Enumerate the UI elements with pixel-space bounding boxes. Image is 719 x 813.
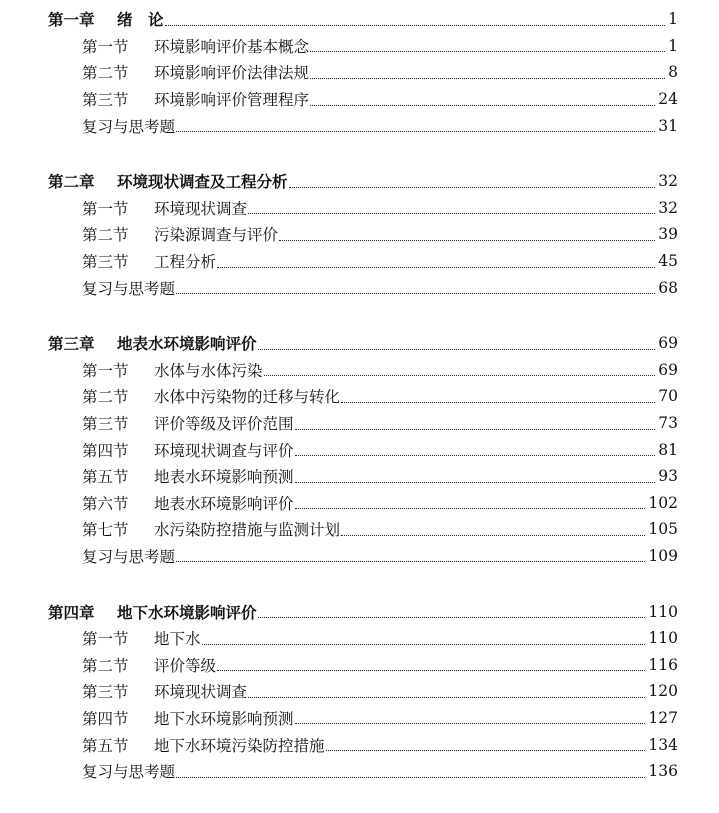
- dot-leader: [217, 267, 655, 268]
- section-number: 第一节: [82, 37, 129, 56]
- section-title: 评价等级: [154, 656, 217, 675]
- section-number: 第五节: [82, 468, 129, 487]
- section-number: 第三节: [82, 683, 129, 702]
- dot-leader: [258, 617, 646, 618]
- dot-leader: [295, 482, 656, 483]
- page-number: 93: [658, 467, 678, 486]
- chapter-entry[interactable]: [0, 6, 719, 33]
- section-entry[interactable]: [0, 678, 719, 705]
- chapter-title: 环境现状调查及工程分析: [117, 172, 288, 192]
- section-number: 第五节: [82, 736, 129, 755]
- page-number: 110: [648, 629, 678, 648]
- chapter-block: [0, 598, 719, 784]
- dot-leader: [326, 750, 646, 751]
- dot-leader: [295, 508, 646, 509]
- section-entry[interactable]: [0, 463, 719, 490]
- section-title: 环境现状调查: [154, 683, 248, 702]
- section-entry[interactable]: [0, 651, 719, 678]
- page-number: 68: [658, 278, 678, 297]
- section-title: 地表水环境影响评价: [154, 494, 294, 513]
- section-entry[interactable]: [0, 383, 719, 410]
- chapter-title: 地表水环境影响评价: [117, 334, 257, 354]
- section-title: 环境影响评价法律法规: [154, 64, 310, 83]
- section-title: 地下水: [154, 630, 201, 649]
- section-title: 复习与思考题: [82, 279, 176, 298]
- page-number: 109: [648, 546, 678, 565]
- dot-leader: [295, 455, 656, 456]
- chapter-title: 地下水环境影响评价: [117, 602, 257, 622]
- section-title: 工程分析: [154, 253, 217, 272]
- section-number: 第四节: [82, 709, 129, 728]
- chapter-number: 第一章: [48, 10, 95, 30]
- dot-leader: [310, 78, 665, 79]
- page-number: 69: [658, 360, 678, 379]
- dot-leader: [295, 723, 646, 724]
- review-questions-entry[interactable]: [0, 274, 719, 301]
- section-entry[interactable]: [0, 490, 719, 517]
- dot-leader: [248, 213, 655, 214]
- section-title: 环境现状调查与评价: [154, 441, 294, 460]
- review-questions-entry[interactable]: [0, 112, 719, 139]
- table-of-contents: [0, 6, 719, 813]
- page-number: 1: [668, 36, 678, 55]
- page-number: 81: [658, 440, 678, 459]
- page-number: 45: [658, 252, 678, 271]
- page-number: 70: [658, 387, 678, 406]
- section-entry[interactable]: [0, 410, 719, 437]
- section-number: 第四节: [82, 441, 129, 460]
- dot-leader: [341, 402, 655, 403]
- page-number: 110: [648, 602, 678, 621]
- section-number: 第二节: [82, 388, 129, 407]
- section-entry[interactable]: [0, 705, 719, 732]
- section-number: 第一节: [82, 199, 129, 218]
- page-number: 1: [668, 10, 678, 29]
- page-number: 32: [658, 172, 678, 191]
- section-title: 复习与思考题: [82, 547, 176, 566]
- page-number: 116: [648, 655, 678, 674]
- section-entry[interactable]: [0, 625, 719, 652]
- review-questions-entry[interactable]: [0, 758, 719, 785]
- section-number: 第三节: [82, 91, 129, 110]
- section-number: 第二节: [82, 226, 129, 245]
- section-number: 第六节: [82, 494, 129, 513]
- section-number: 第一节: [82, 630, 129, 649]
- dot-leader: [176, 293, 655, 294]
- page-number: 31: [658, 116, 678, 135]
- page-number: 120: [648, 682, 678, 701]
- chapter-block: [0, 168, 719, 301]
- section-title: 地表水环境影响预测: [154, 468, 294, 487]
- dot-leader: [165, 25, 666, 26]
- page-number: 127: [648, 708, 678, 727]
- section-title: 环境影响评价基本概念: [154, 37, 310, 56]
- section-title: 水污染防控措施与监测计划: [154, 521, 341, 540]
- dot-leader: [176, 777, 645, 778]
- section-number: 第一节: [82, 361, 129, 380]
- section-entry[interactable]: [0, 516, 719, 543]
- dot-leader: [289, 187, 656, 188]
- dot-leader: [176, 561, 645, 562]
- page-number: 69: [658, 334, 678, 353]
- section-number: 第二节: [82, 656, 129, 675]
- section-number: 第三节: [82, 253, 129, 272]
- chapter-block: [0, 330, 719, 569]
- dot-leader: [176, 131, 655, 132]
- section-title: 地下水环境影响预测: [154, 709, 294, 728]
- section-title: 复习与思考题: [82, 117, 176, 136]
- chapter-block: [0, 6, 719, 139]
- section-title: 水体中污染物的迁移与转化: [154, 388, 341, 407]
- chapter-number: 第二章: [48, 172, 95, 192]
- section-title: 水体与水体污染: [154, 361, 263, 380]
- page-number: 32: [658, 198, 678, 217]
- chapter-number: 第三章: [48, 334, 95, 354]
- section-number: 第二节: [82, 64, 129, 83]
- section-title: 环境影响评价管理程序: [154, 91, 310, 110]
- section-title: 评价等级及评价范围: [154, 415, 294, 434]
- section-title: 污染源调查与评价: [154, 226, 279, 245]
- chapter-entry[interactable]: [0, 598, 719, 625]
- dot-leader: [248, 697, 645, 698]
- page-number: 134: [648, 735, 678, 754]
- section-number: 第七节: [82, 521, 129, 540]
- dot-leader: [341, 535, 645, 536]
- dot-leader: [279, 240, 655, 241]
- dot-leader: [310, 51, 665, 52]
- chapter-entry[interactable]: [0, 330, 719, 357]
- section-entry[interactable]: [0, 59, 719, 86]
- section-entry[interactable]: [0, 86, 719, 113]
- dot-leader: [264, 375, 656, 376]
- page-number: 39: [658, 225, 678, 244]
- section-entry[interactable]: [0, 731, 719, 758]
- section-entry[interactable]: [0, 33, 719, 60]
- page-number: 24: [658, 90, 678, 109]
- section-title: 复习与思考题: [82, 763, 176, 782]
- page-number: 102: [648, 493, 678, 512]
- page-number: 73: [658, 414, 678, 433]
- dot-leader: [310, 105, 655, 106]
- section-number: 第三节: [82, 415, 129, 434]
- page-number: 136: [648, 762, 678, 781]
- chapter-entry[interactable]: [0, 168, 719, 195]
- section-entry[interactable]: [0, 195, 719, 222]
- dot-leader: [295, 429, 656, 430]
- section-entry[interactable]: [0, 221, 719, 248]
- dot-leader: [202, 644, 646, 645]
- section-entry[interactable]: [0, 248, 719, 275]
- section-title: 地下水环境污染防控措施: [154, 736, 325, 755]
- section-entry[interactable]: [0, 436, 719, 463]
- chapter-title: 绪 论: [117, 10, 164, 30]
- dot-leader: [258, 349, 656, 350]
- section-title: 环境现状调查: [154, 199, 248, 218]
- page-number: 105: [648, 520, 678, 539]
- section-entry[interactable]: [0, 357, 719, 384]
- review-questions-entry[interactable]: [0, 543, 719, 570]
- dot-leader: [217, 670, 645, 671]
- page-number: 8: [668, 63, 678, 82]
- chapter-number: 第四章: [48, 602, 95, 622]
